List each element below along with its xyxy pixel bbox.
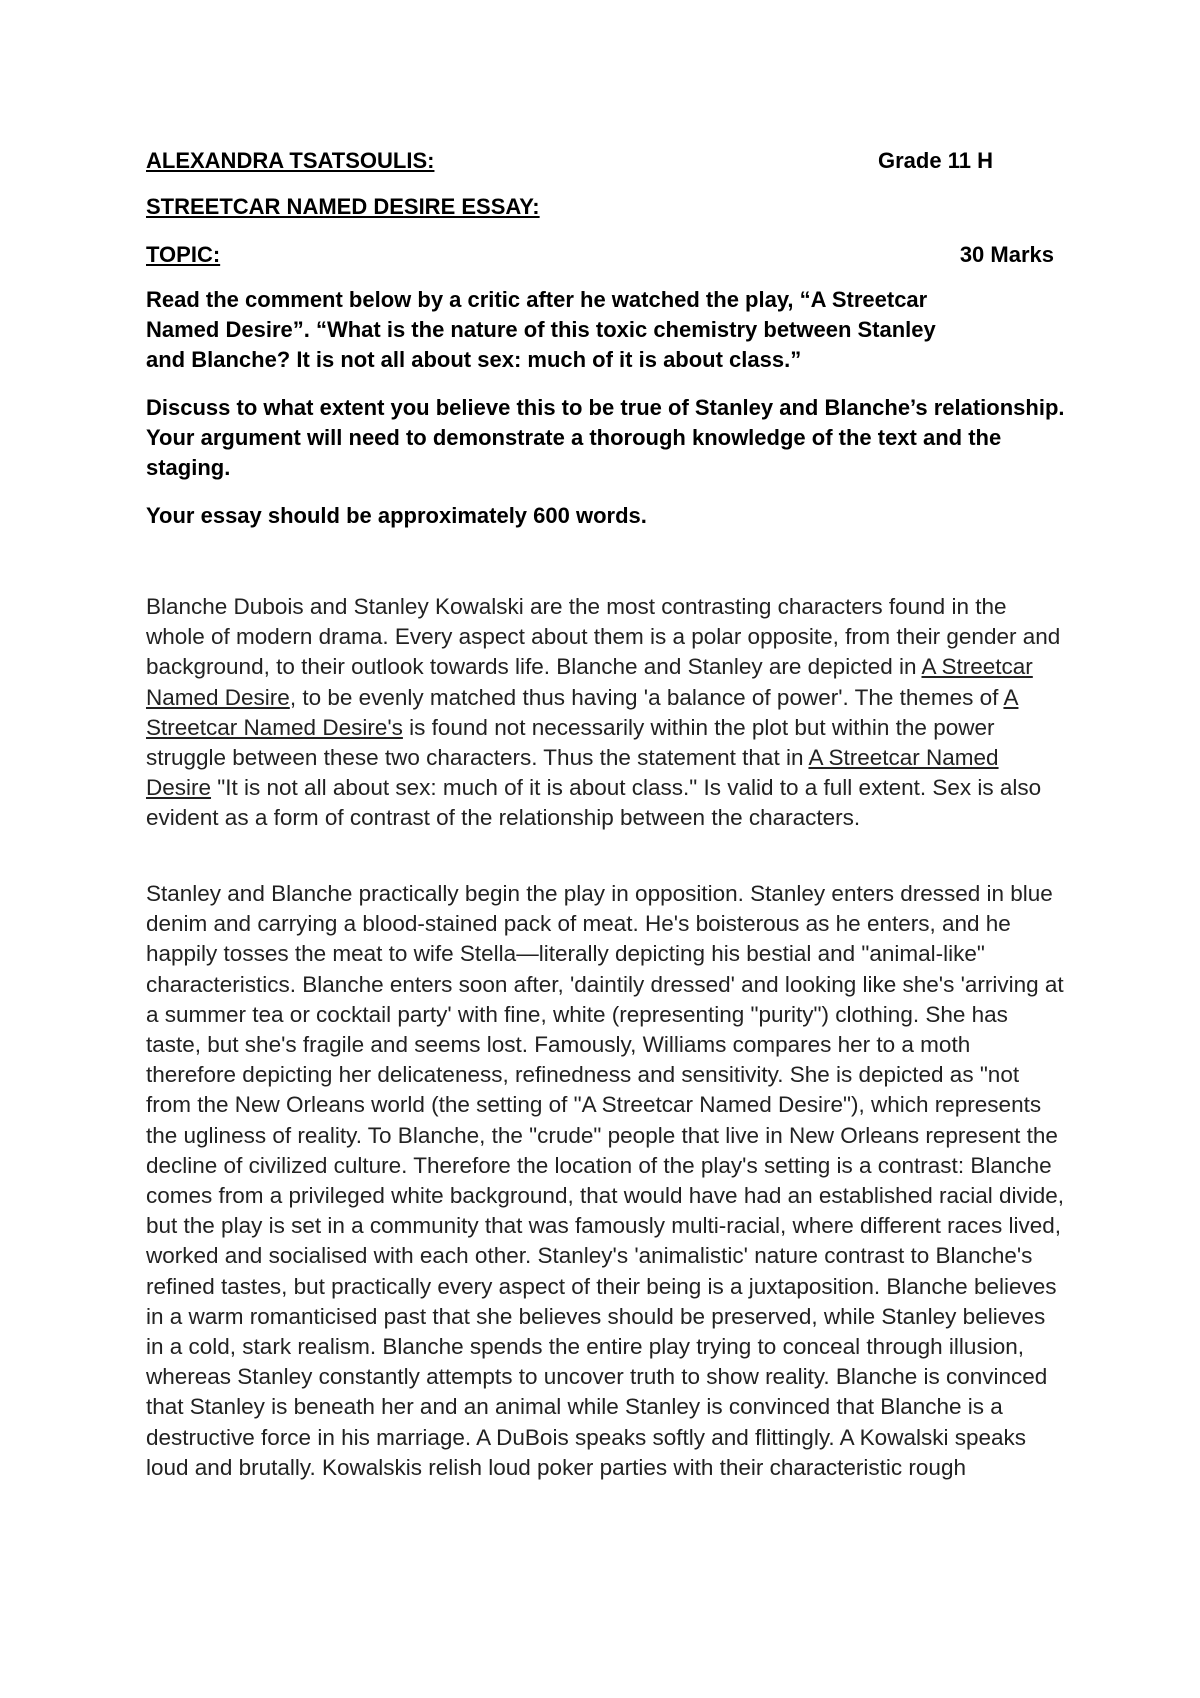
p1-text-c: is found not necessarily within the plot but within the power struggle between these two characters. Thus the statement that in [146,714,995,771]
essay-title [146,194,1054,220]
p1-text-d: "It is not all about sex: much of it is about class." Is valid to a full extent. Sex is also evident as a form of contrast of the relationship between the characters. [146,775,1042,831]
essay-title-text: STREETCAR NAMED DESIRE ESSAY: [146,194,540,219]
task-prompt [146,285,1076,375]
play-title-1: A Streetcar Named Desire [146,654,1033,710]
task-word-count: Your essay should be approximately 600 words. [146,503,647,528]
grade-label: Grade 11 H [878,148,993,173]
play-title-3: A Streetcar Named Desire [146,745,999,801]
p1-text-a: Blanche Dubois and Stanley Kowalski are the most contrasting characters found in the whole of modern drama. Every aspect about them is a polar opposite, from their gender and background, to their outlook towards life. Blanche and Stanley are depicted in [146,594,1061,680]
p1-text-b: , to be evenly matched thus having 'a balance of power'. The themes of [289,684,1004,710]
header-topic-row [146,242,1054,268]
task-prompt-line2: Named Desire”. “What is the nature of this toxic chemistry between Stanley [146,317,936,342]
marks-label: 30 Marks [959,242,1054,267]
play-title-2: A Streetcar Named Desire's [146,684,1019,740]
essay-paragraph-1 [146,592,1066,834]
task-instruction: Discuss to what extent you believe this to be true of Stanley and Blanche’s relationship. Your argument will need to demonstrate a thorough knowledge of the text and the staging. [146,395,1065,480]
essay-paragraph-2: Stanley and Blanche practically begin the play in opposition. Stanley enters dressed in blue denim and carrying a blood-stained pack of meat. He's boisterous as he enters, and he happily tosses the meat to wife Stella—literally depicting his bestial and "animal-like" characteristics. Blanche enters soon after, 'daintily dressed' and looking like she's 'arriving at a summer tea or cocktail party' with fine, white (representing "purity") clothing. She has taste, but she's fragile and seems lost. Famously, Williams compares her to a moth therefore depicting her delicateness, refinedness and sensitivity. She is depicted as "not from the New Orleans world (the setting of "A Streetcar Named Desire"), which represents the ugliness of reality. To Blanche, the "crude" people that live in New Orleans represent the decline of civilized culture. Therefore the location of the play's setting is a contrast: Blanche comes from a privileged white background, that would have had an established racial divide, but the play is set in a community that was famously multi-racial, where different races lived, worked and socialised with each other. Stanley's 'animalistic' nature contrast to Blanche's refined tastes, but practically every aspect of their being is a juxtaposition. Blanche believes in a warm romanticised past that she believes should be preserved, while Stanley believes in a cold, stark realism. Blanche spends the entire play trying to conceal through illusion, whereas Stanley constantly attempts to uncover truth to show reality. Blanche is convinced that Stanley is beneath her and an animal while Stanley is convinced that Blanche is a destructive force in his marriage. A DuBois speaks softly and flittingly. A Kowalski speaks loud and brutally. Kowalskis relish loud poker parties with their characteristic rough [146,881,1065,1480]
topic-label: TOPIC: [146,242,221,267]
student-name: ALEXANDRA TSATSOULIS: [146,148,435,173]
header-name-row [146,148,1054,174]
task-prompt-line3: and Blanche? It is not all about sex: much of it is about class.” [146,347,802,372]
task-prompt-line1: Read the comment below by a critic after he watched the play, “A Streetcar [146,287,928,312]
